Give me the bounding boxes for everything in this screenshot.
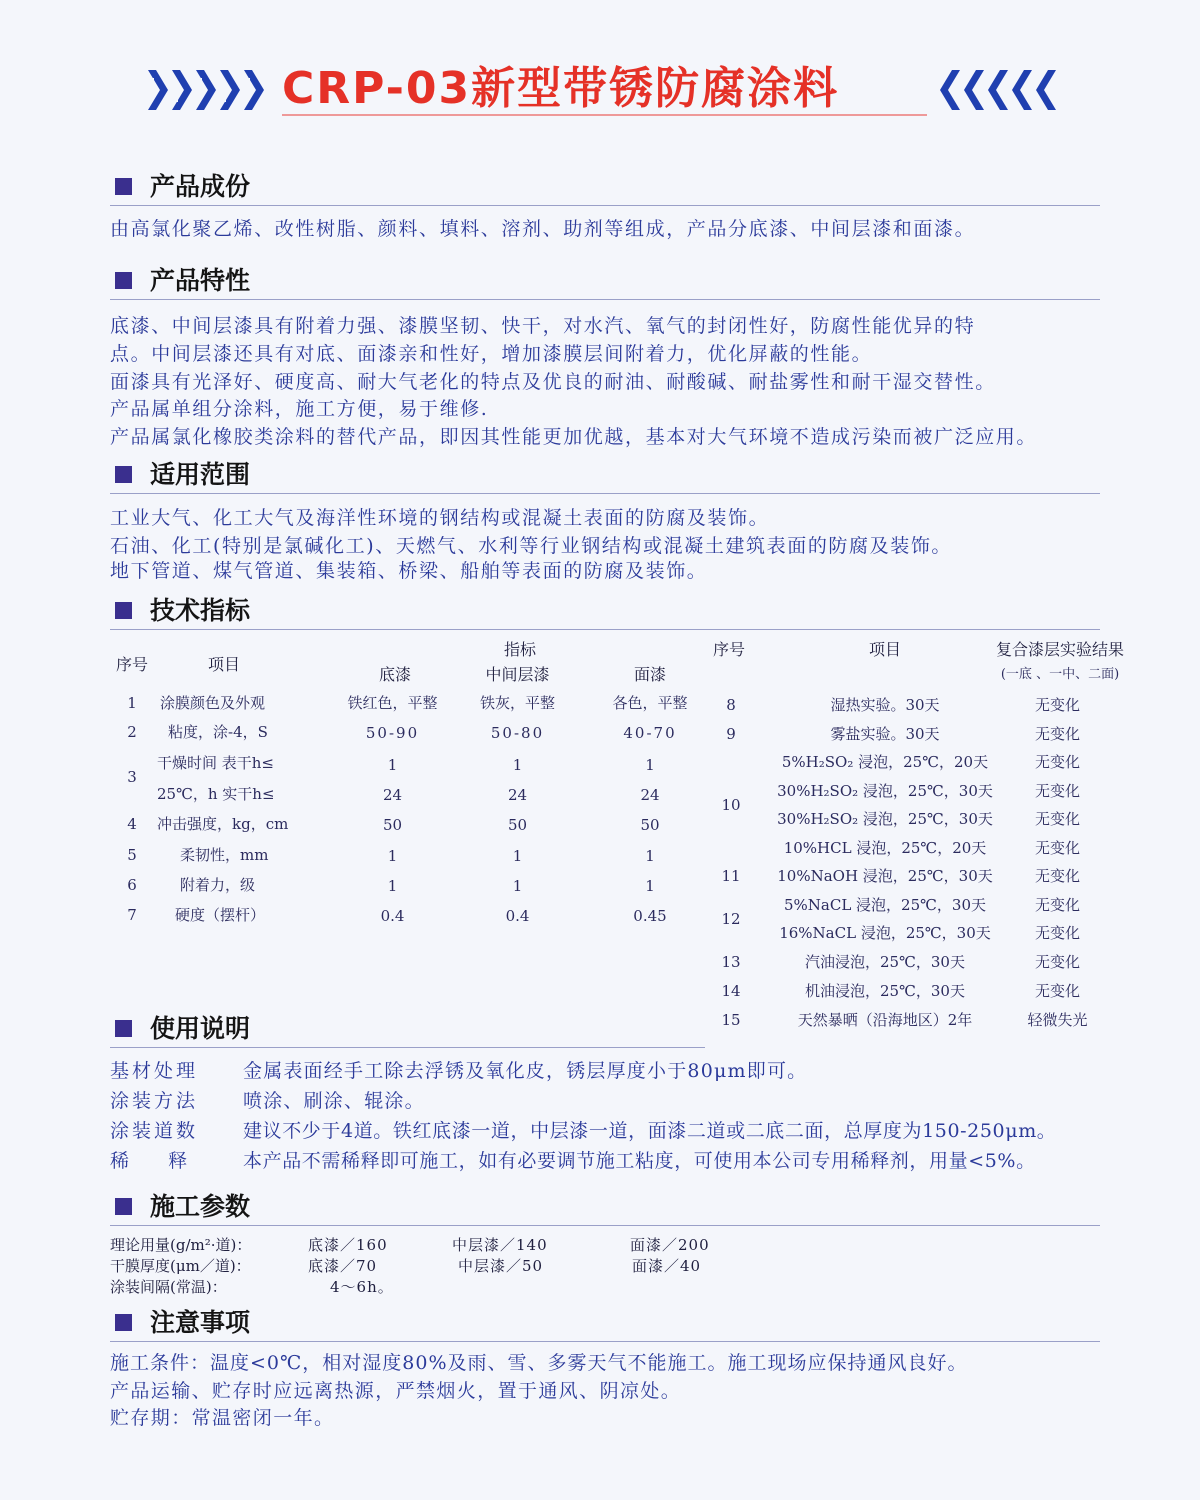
row-item: 干燥时间 表干h≤: [157, 754, 274, 772]
col-header-top: 面漆: [633, 665, 666, 684]
row-no-right: 14: [721, 982, 741, 1000]
composition-text: 由高氯化聚乙烯、改性树脂、颜料、填料、溶剂、助剂等组成，产品分底漆、中间层漆和面漆。: [110, 218, 976, 240]
section-bullet-icon: [115, 602, 132, 619]
section-heading: 施工参数: [150, 1192, 251, 1221]
param-middle: 中层漆／140: [452, 1236, 548, 1254]
row-no: 3: [127, 768, 137, 786]
row-middle: 0.4: [505, 907, 530, 925]
row-item: 柔韧性，mm: [180, 846, 269, 864]
usage-label: 涂装方法: [110, 1090, 199, 1112]
param-primer: 4～6h。: [330, 1278, 394, 1296]
row-item: 硬度（摆杆）: [175, 906, 266, 924]
row-no: 1: [127, 694, 137, 712]
usage-value: 本产品不需稀释即可施工，如有必要调节施工粘度，可使用本公司专用稀释剂，用量<5%。: [243, 1150, 1036, 1172]
param-label: 干膜厚度(μm／道)：: [110, 1257, 251, 1275]
section-rule: [110, 629, 1100, 630]
row-no: 7: [127, 906, 137, 924]
right-row-item: 天然暴晒（沿海地区）2年: [797, 1011, 973, 1029]
row-no: 2: [127, 723, 137, 741]
row-middle: 50-80: [490, 724, 545, 742]
right-row-result: 无变化: [1034, 725, 1080, 743]
scope-line: 工业大气、化工大气及海洋性环境的钢结构或混凝土表面的防腐及装饰。: [110, 507, 770, 529]
section-bullet-icon: [115, 1020, 132, 1037]
row-item: 粘度，涂-4，S: [168, 723, 268, 741]
features-line: 底漆、中间层漆具有附着力强、漆膜坚韧、快干，对水汽、氧气的封闭性好，防腐性能优异的特: [110, 315, 976, 337]
notes-line: 贮存期：常温密闭一年。: [110, 1407, 335, 1429]
usage-label: 基材处理: [110, 1060, 199, 1082]
row-top: 1: [645, 756, 655, 774]
right-row-result: 无变化: [1034, 782, 1080, 800]
row-no-right: 12: [721, 910, 741, 928]
right-chevrons-icon: [940, 70, 1060, 110]
right-row-item: 雾盐实验。30天: [830, 725, 940, 743]
right-row-result: 轻微失光: [1027, 1011, 1088, 1029]
row-middle: 1: [512, 877, 523, 895]
col-header-middle: 中间层漆: [485, 665, 550, 684]
row-item: 附着力，级: [180, 876, 256, 894]
section-composition: [0, 172, 1200, 206]
row-top: 0.45: [633, 907, 667, 925]
row-primer: 0.4: [380, 907, 405, 925]
right-row-result: 无变化: [1034, 696, 1080, 714]
features-line: 产品属单组分涂料，施工方便，易于维修.: [110, 398, 489, 420]
row-no: 5: [127, 846, 137, 864]
row-top: 24: [640, 786, 660, 804]
right-row-result: 无变化: [1034, 953, 1080, 971]
right-row-result: 无变化: [1034, 753, 1080, 771]
usage-value: 建议不少于4道。铁红底漆一道，中层漆一道，面漆二道或二底二面，总厚度为150-250μm。: [243, 1120, 1057, 1142]
title-banner: [0, 62, 1200, 122]
row-top: 各色，平整: [612, 694, 688, 712]
section-bullet-icon: [115, 272, 132, 289]
scope-line: 地下管道、煤气管道、集装箱、桥梁、船舶等表面的防腐及装饰。: [110, 560, 708, 582]
section-heading: 适用范围: [150, 460, 251, 489]
section-heading: 注意事项: [150, 1308, 251, 1337]
section-notes: [0, 1308, 1200, 1342]
right-row-item: 5%H₂SO₂ 浸泡，25℃，20天: [781, 753, 989, 771]
row-top: 1: [645, 877, 655, 895]
row-primer: 铁红色，平整: [347, 694, 438, 712]
row-no-right: 10: [721, 796, 741, 814]
right-row-result: 无变化: [1034, 810, 1080, 828]
row-middle: 1: [512, 756, 523, 774]
col-header-primer: 底漆: [378, 665, 411, 684]
param-label: 涂装间隔(常温)：: [110, 1278, 227, 1296]
right-row-result: 无变化: [1034, 896, 1080, 914]
section-features: [0, 266, 1200, 300]
usage-label: 稀 释: [110, 1150, 191, 1172]
right-row-item: 16%NaCL 浸泡，25℃，30天: [779, 924, 991, 942]
row-middle: 50: [507, 816, 528, 834]
section-rule: [110, 205, 1100, 206]
row-middle: 24: [507, 786, 528, 804]
param-primer: 底漆／160: [308, 1236, 388, 1254]
col-header-item-right: 项目: [868, 640, 901, 659]
right-row-item: 30%H₂SO₂ 浸泡，25℃，30天: [777, 810, 993, 828]
row-primer: 1: [387, 877, 398, 895]
section-params: [0, 1192, 1200, 1226]
section-heading: 技术指标: [150, 596, 251, 625]
section-tech: [0, 596, 1200, 630]
param-top: 面漆／40: [632, 1257, 702, 1275]
usage-value: 喷涂、刷涂、辊涂。: [243, 1090, 425, 1112]
col-header-no: 序号: [116, 655, 149, 674]
features-line: 点。中间层漆还具有对底、面漆亲和性好，增加漆膜层间附着力，优化屏蔽的性能。: [110, 343, 873, 365]
col-header-result: 复合漆层实验结果: [995, 640, 1124, 659]
notes-line: 产品运输、贮存时应远离热源，严禁烟火，置于通风、阴凉处。: [110, 1380, 682, 1402]
right-row-item: 10%HCL 浸泡，25℃，20天: [783, 839, 987, 857]
section-bullet-icon: [115, 178, 132, 195]
col-header-result-sub: (一底 、一中、二面): [1000, 667, 1120, 682]
section-heading: 产品成份: [150, 172, 251, 201]
row-no: 6: [127, 876, 137, 894]
right-row-result: 无变化: [1034, 924, 1080, 942]
row-item: 25℃，h 实干h≤: [157, 785, 275, 803]
row-no-right: 13: [721, 953, 741, 971]
section-bullet-icon: [115, 1198, 132, 1215]
row-primer: 1: [387, 847, 398, 865]
scope-line: 石油、化工(特别是氯碱化工)、天燃气、水利等行业钢结构或混凝土建筑表面的防腐及装饰。: [110, 535, 953, 557]
product-title: CRP-03新型带锈防腐涂料: [282, 63, 840, 114]
usage-label: 涂装道数: [110, 1120, 199, 1142]
param-primer: 底漆／70: [308, 1257, 378, 1275]
row-middle: 1: [512, 847, 523, 865]
right-row-item: 湿热实验。30天: [830, 696, 940, 714]
right-row-item: 汽油浸泡，25℃，30天: [805, 953, 965, 971]
title-underline: [282, 114, 927, 116]
row-top: 40-70: [623, 724, 677, 742]
features-line: 面漆具有光泽好、硬度高、耐大气老化的特点及优良的耐油、耐酸碱、耐盐雾性和耐干湿交替性。: [110, 371, 996, 393]
row-no-right: 11: [721, 867, 741, 885]
right-row-item: 30%H₂SO₂ 浸泡，25℃，30天: [777, 782, 993, 800]
row-top: 50: [640, 816, 660, 834]
right-row-item: 10%NaOH 浸泡，25℃，30天: [777, 867, 993, 885]
right-row-result: 无变化: [1034, 982, 1080, 1000]
notes-line: 施工条件：温度<0℃，相对湿度80%及雨、雪、多雾天气不能施工。施工现场应保持通风良好。: [110, 1352, 968, 1374]
col-header-no-right: 序号: [713, 640, 746, 659]
section-bullet-icon: [115, 466, 132, 483]
row-primer: 50: [382, 816, 403, 834]
section-rule: [110, 1341, 1100, 1342]
row-no-right: 8: [726, 696, 736, 714]
left-chevrons-icon: [148, 70, 264, 110]
right-row-result: 无变化: [1034, 839, 1080, 857]
row-no: 4: [127, 815, 137, 833]
section-rule: [110, 493, 1100, 494]
row-primer: 50-90: [365, 724, 420, 742]
row-top: 1: [645, 847, 655, 865]
section-rule: [110, 1225, 1100, 1226]
section-heading: 产品特性: [150, 266, 251, 295]
row-no-right: 15: [721, 1011, 741, 1029]
row-primer: 1: [387, 756, 398, 774]
param-top: 面漆／200: [630, 1236, 710, 1254]
features-line: 产品属氯化橡胶类涂料的替代产品，即因其性能更加优越，基本对大气环境不造成污染而被广泛应用。: [110, 426, 1038, 448]
section-rule: [110, 299, 1100, 300]
usage-value: 金属表面经手工除去浮锈及氧化皮，锈层厚度小于80μm即可。: [243, 1060, 808, 1082]
section-heading: 使用说明: [150, 1014, 251, 1043]
section-rule: [110, 1047, 705, 1048]
section-usage: [0, 1014, 1200, 1048]
row-no-right: 9: [726, 725, 736, 743]
col-header-item: 项目: [208, 655, 241, 674]
section-scope: [0, 460, 1200, 494]
row-middle: 铁灰，平整: [479, 694, 555, 712]
col-header-indicator: 指标: [503, 640, 536, 659]
right-row-result: 无变化: [1034, 867, 1080, 885]
right-row-item: 5%NaCL 浸泡，25℃，30天: [783, 896, 987, 914]
row-item: 涂膜颜色及外观: [160, 694, 266, 712]
param-middle: 中层漆／50: [458, 1257, 544, 1275]
row-primer: 24: [382, 786, 403, 804]
right-row-item: 机油浸泡，25℃，30天: [805, 982, 965, 1000]
row-item: 冲击强度，kg，cm: [157, 815, 289, 833]
param-label: 理论用量(g/m²·道)：: [110, 1236, 252, 1254]
section-bullet-icon: [115, 1314, 132, 1331]
